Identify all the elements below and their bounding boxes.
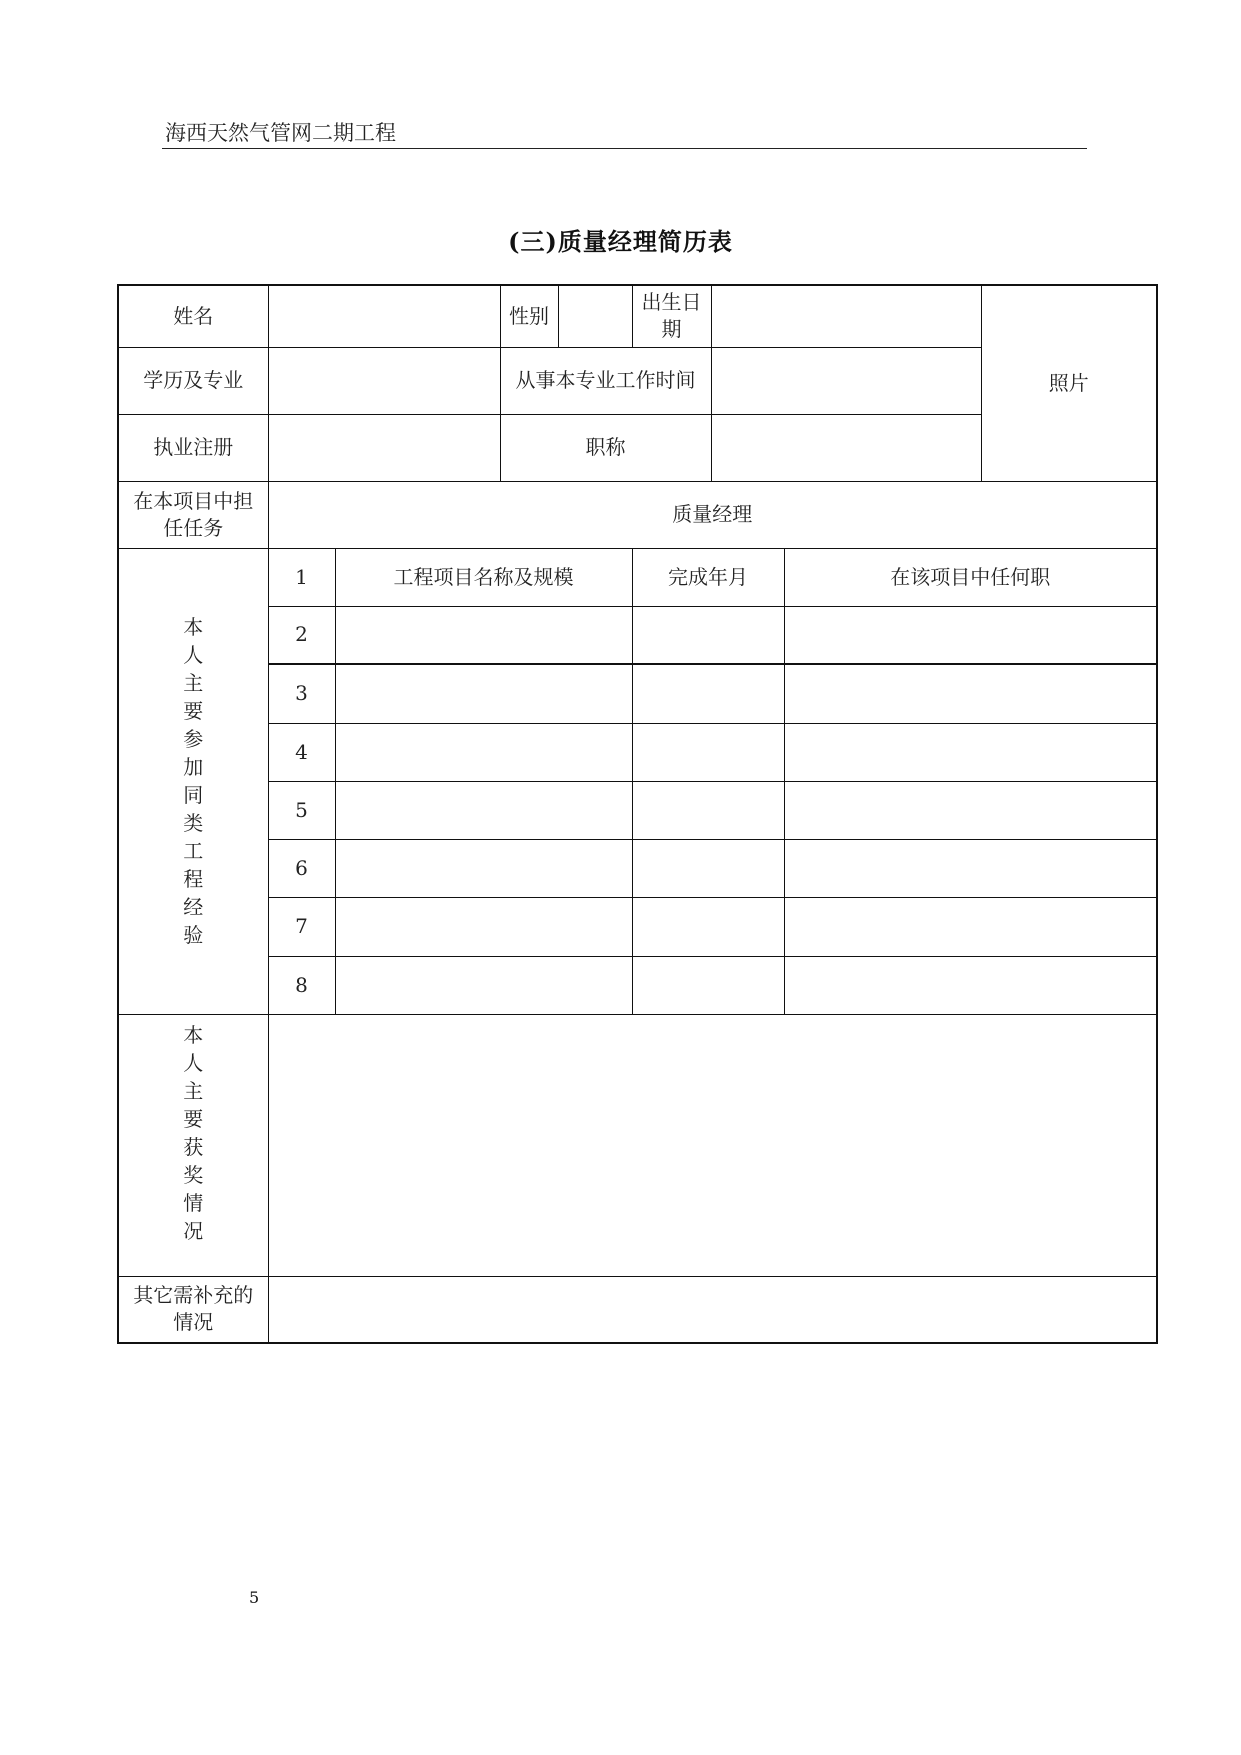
- experience-row-7: [118, 897, 1157, 956]
- position-cell[interactable]: [784, 606, 1157, 664]
- other-label: 其它需补充的情况: [118, 1276, 268, 1343]
- other-row: [118, 1276, 1157, 1343]
- name-label: 姓名: [118, 285, 268, 347]
- position-cell[interactable]: [784, 897, 1157, 956]
- birth-field[interactable]: [711, 285, 981, 347]
- photo-box: 照片: [981, 285, 1157, 481]
- position-cell[interactable]: [784, 664, 1157, 723]
- completion-date-cell[interactable]: [632, 839, 784, 897]
- row-number: 2: [268, 606, 335, 664]
- experience-row-3: [118, 664, 1157, 723]
- experience-label-cell: [118, 548, 268, 1014]
- form-row-name: [118, 285, 1157, 347]
- work-time-label: 从事本专业工作时间: [500, 347, 711, 414]
- completion-date-cell[interactable]: [632, 897, 784, 956]
- gender-label: 性别: [500, 285, 558, 347]
- experience-row-6: [118, 839, 1157, 897]
- position-cell[interactable]: [784, 723, 1157, 781]
- completion-date-header: 完成年月: [632, 548, 784, 606]
- completion-date-cell[interactable]: [632, 606, 784, 664]
- project-name-cell[interactable]: [335, 956, 632, 1014]
- header-divider: [162, 148, 1087, 149]
- education-label: 学历及专业: [118, 347, 268, 414]
- project-name-cell[interactable]: [335, 839, 632, 897]
- registration-label: 执业注册: [118, 414, 268, 481]
- position-header: 在该项目中任何职: [784, 548, 1157, 606]
- experience-row-2: [118, 606, 1157, 664]
- awards-label-cell: [118, 1014, 268, 1276]
- row-number: 6: [268, 839, 335, 897]
- row-number: 7: [268, 897, 335, 956]
- completion-date-cell[interactable]: [632, 664, 784, 723]
- registration-field[interactable]: [268, 414, 500, 481]
- page-number: 5: [249, 1588, 260, 1607]
- role-value[interactable]: 质量经理: [268, 481, 1157, 548]
- role-label: 在本项目中担任任务: [118, 481, 268, 548]
- birth-label: 出生日期: [632, 285, 711, 347]
- form-title: (三)质量经理简历表: [508, 227, 733, 256]
- work-time-field[interactable]: [711, 347, 981, 414]
- project-name-cell[interactable]: [335, 606, 632, 664]
- experience-row-1: [118, 548, 1157, 606]
- experience-row-8: [118, 956, 1157, 1014]
- completion-date-cell[interactable]: [632, 956, 784, 1014]
- title-field[interactable]: [711, 414, 981, 481]
- project-name-cell[interactable]: [335, 897, 632, 956]
- row-number: 3: [268, 664, 335, 723]
- position-cell[interactable]: [784, 956, 1157, 1014]
- experience-row-4: [118, 723, 1157, 781]
- awards-label: 本人主要获奖情况: [183, 1022, 204, 1243]
- awards-row: [118, 1014, 1157, 1276]
- row-number: 8: [268, 956, 335, 1014]
- experience-label: 本人主要参加同类工程经验: [183, 615, 204, 947]
- other-field[interactable]: [268, 1276, 1157, 1343]
- project-name-cell[interactable]: [335, 723, 632, 781]
- row-number: 5: [268, 781, 335, 839]
- position-cell[interactable]: [784, 781, 1157, 839]
- experience-row-5: [118, 781, 1157, 839]
- row-number: 1: [268, 548, 335, 606]
- resume-form: [117, 284, 1158, 1344]
- completion-date-cell[interactable]: [632, 781, 784, 839]
- gender-field[interactable]: [558, 285, 632, 347]
- project-name-cell[interactable]: [335, 781, 632, 839]
- completion-date-cell[interactable]: [632, 723, 784, 781]
- project-name-header: 工程项目名称及规模: [335, 548, 632, 606]
- education-field[interactable]: [268, 347, 500, 414]
- awards-field[interactable]: [268, 1014, 1157, 1276]
- row-number: 4: [268, 723, 335, 781]
- name-field[interactable]: [268, 285, 500, 347]
- title-label: 职称: [500, 414, 711, 481]
- document-header: 海西天然气管网二期工程: [165, 121, 396, 145]
- position-cell[interactable]: [784, 839, 1157, 897]
- form-row-role: [118, 481, 1157, 548]
- project-name-cell[interactable]: [335, 664, 632, 723]
